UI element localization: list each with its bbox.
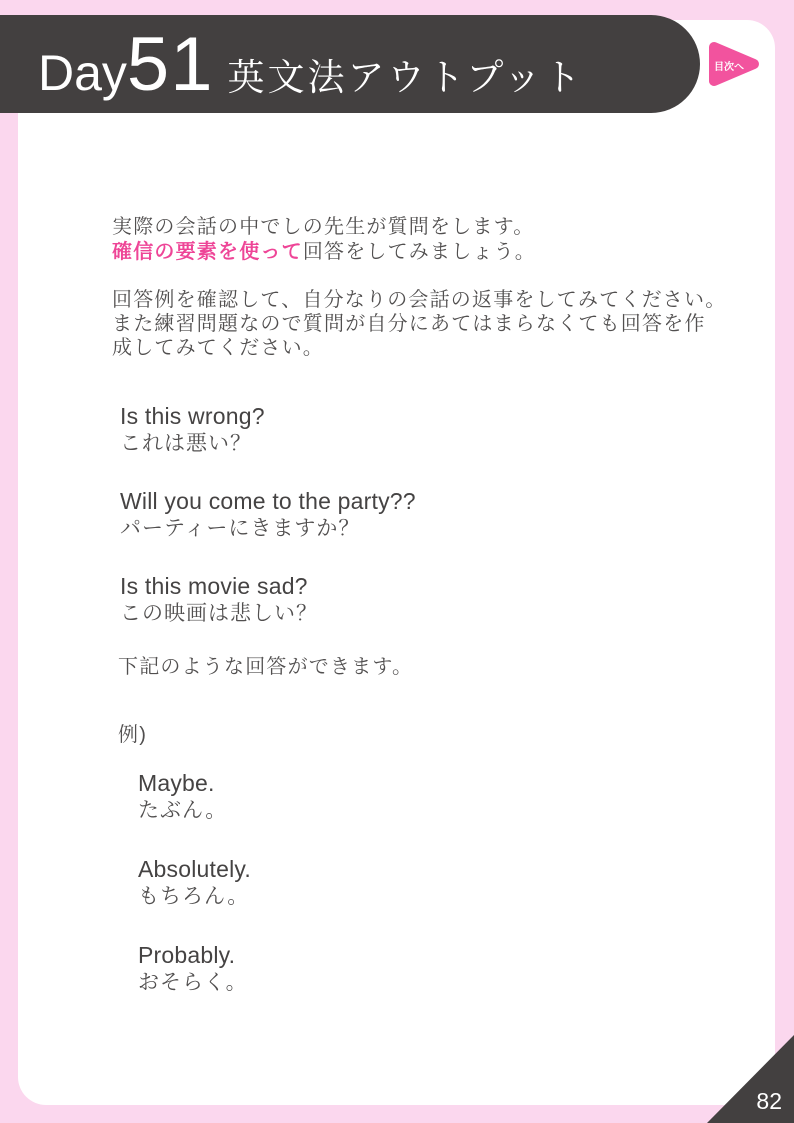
paragraph-line: また練習問題なので質問が自分にあてはまらなくても回答を作 <box>112 313 706 335</box>
answer-2-english: Absolutely. <box>138 856 251 882</box>
page-number: 82 <box>756 1088 782 1114</box>
toc-button-label: 目次へ <box>714 62 744 73</box>
intro-line-2-rest: 回答をしてみましょう。 <box>302 241 537 263</box>
header-content <box>38 22 584 107</box>
question-1-english: Is this wrong? <box>120 403 265 429</box>
answer-3-english: Probably. <box>138 942 236 968</box>
header-band <box>0 15 700 113</box>
question-1-japanese: これは悪い？ <box>120 432 252 455</box>
intro-line-1: 実際の会話の中でしの先生が質問をします。 <box>112 216 535 238</box>
answer-3 <box>138 941 248 996</box>
question-1 <box>120 402 265 457</box>
highlighted-phrase: 確信の要素を使って <box>112 241 303 263</box>
answer-2-japanese: もちろん。 <box>138 885 250 908</box>
page-title: 英文法アウトプット <box>227 57 584 98</box>
answer-1-japanese: たぶん。 <box>138 799 228 822</box>
day-number: 51 <box>126 22 214 107</box>
paragraph-line: 成してみてください。 <box>112 337 324 359</box>
answer-1-english: Maybe. <box>138 770 215 796</box>
question-2-japanese: パーティーにきますか？ <box>120 517 361 540</box>
question-3-english: Is this movie sad? <box>120 573 308 599</box>
answer-1 <box>138 769 227 824</box>
intro-line-2 <box>112 240 536 265</box>
example-label: 例) <box>118 724 148 746</box>
day-label: Day <box>38 45 127 101</box>
paragraph-line: 回答例を確認して、自分なりの会話の返事をしてみてください。 <box>112 289 727 311</box>
question-3 <box>120 572 318 627</box>
toc-button[interactable] <box>706 40 762 88</box>
instructions-paragraph <box>112 288 726 360</box>
question-3-japanese: この映画は悲しい？ <box>120 602 318 625</box>
answers-intro: 下記のような回答ができます。 <box>118 656 414 678</box>
intro-text <box>112 215 536 265</box>
answer-2 <box>138 855 251 910</box>
question-2 <box>120 487 416 542</box>
question-2-english: Will you come to the party?? <box>120 488 416 514</box>
answer-3-japanese: おそらく。 <box>138 971 248 994</box>
content-card <box>18 20 775 1105</box>
